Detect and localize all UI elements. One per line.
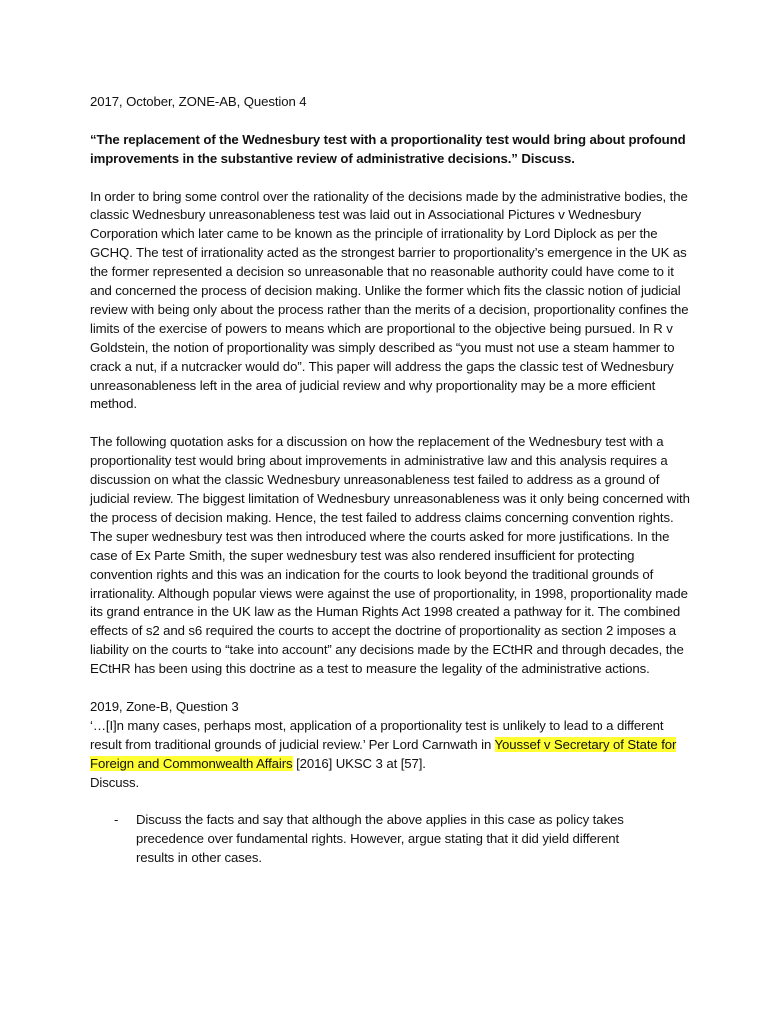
question-heading-2019: 2019, Zone-B, Question 3: [90, 698, 239, 714]
document-page: [90, 93, 690, 868]
bullet-text: Discuss the facts and say that although the above applies in this case as policy takes precedence over fundamental rights. However, argue stating that it did yield different results in other cases.: [136, 812, 624, 866]
highlighted-case-name: Youssef v Secretary of State for Foreign and Commonwealth Affairs: [90, 736, 677, 771]
quote-text-end: [2016] UKSC 3 at [57].: [292, 755, 426, 771]
question-quote-2017: “The replacement of the Wednesbury test with a proportionality test would bring about profound improvements in the substantive review of administrative decisions.” Discuss.: [90, 131, 686, 166]
bullet-dash: -: [114, 812, 119, 828]
essay-paragraph-2: The following quotation asks for a discussion on how the replacement of the Wednesbury test with a proportionality test would bring about improvements in administrative law and this analysis requires a discussion on what the classic Wednesbury unreasonableness test failed to address as a ground of judicial review. The biggest limitation of Wednesbury unreasonableness was it only being concerned with the process of decision making. Hence, the test failed to address claims concerning convention rights. The super wednesbury test was then introduced where the courts asked for more justifications. In the case of Ex Parte Smith, the super wednesbury test was also rendered insufficient for protecting convention rights and this was an indication for the courts to look beyond the traditional grounds of irrationality. Although popular views were against the use of proportionality, in 1998, proportionality made its grand entrance in the UK law as the Human Rights Act 1998 created a pathway for it. The combined effects of s2 and s6 required the courts to accept the doctrine of proportionality as section 2 imposes a liability on the courts to “take into account” any decisions made by the ECtHR and through decades, the ECtHR has been using this doctrine as a test to measure the legality of the administrative actions.: [90, 434, 690, 677]
discuss-instruction: Discuss.: [90, 774, 140, 790]
question-quote-2019: [90, 717, 690, 774]
question-heading-2017: 2017, October, ZONE-AB, Question 4: [90, 94, 307, 109]
bullet-item: [90, 811, 690, 868]
quote-text-start: ‘…[I]n many cases, perhaps most, application of a proportionality test is unlikely to lead to a different result from traditional grounds of judicial review.’ Per Lord Carnwath in: [90, 717, 664, 752]
essay-paragraph-1: In order to bring some control over the rationality of the decisions made by the administrative bodies, the classic Wednesbury unreasonableness test was laid out in Associational Pictures v Wednesbury Corporation which later came to be known as the principle of irrationality by Lord Diplock as per the GCHQ. The test of irrationality acted as the strongest barrier to proportionality’s emergence in the UK as the former represented a decision so unreasonable that no reasonable authority could have come to it and concerned the process of decision making. Unlike the former which fits the classic notion of judicial review with being only about the process rather than the merits of a decision, proportionality confines the limits of the exercise of powers to means which are proportional to the objective being pursued. In R v Goldstein, the notion of proportionality was simply described as “you must not use a steam hammer to crack a nut, if a nutcracker would do”. This paper will address the gaps the classic test of Wednesbury unreasonableness left in the area of judicial review and why proportionality may be a more efficient method.: [90, 188, 689, 412]
